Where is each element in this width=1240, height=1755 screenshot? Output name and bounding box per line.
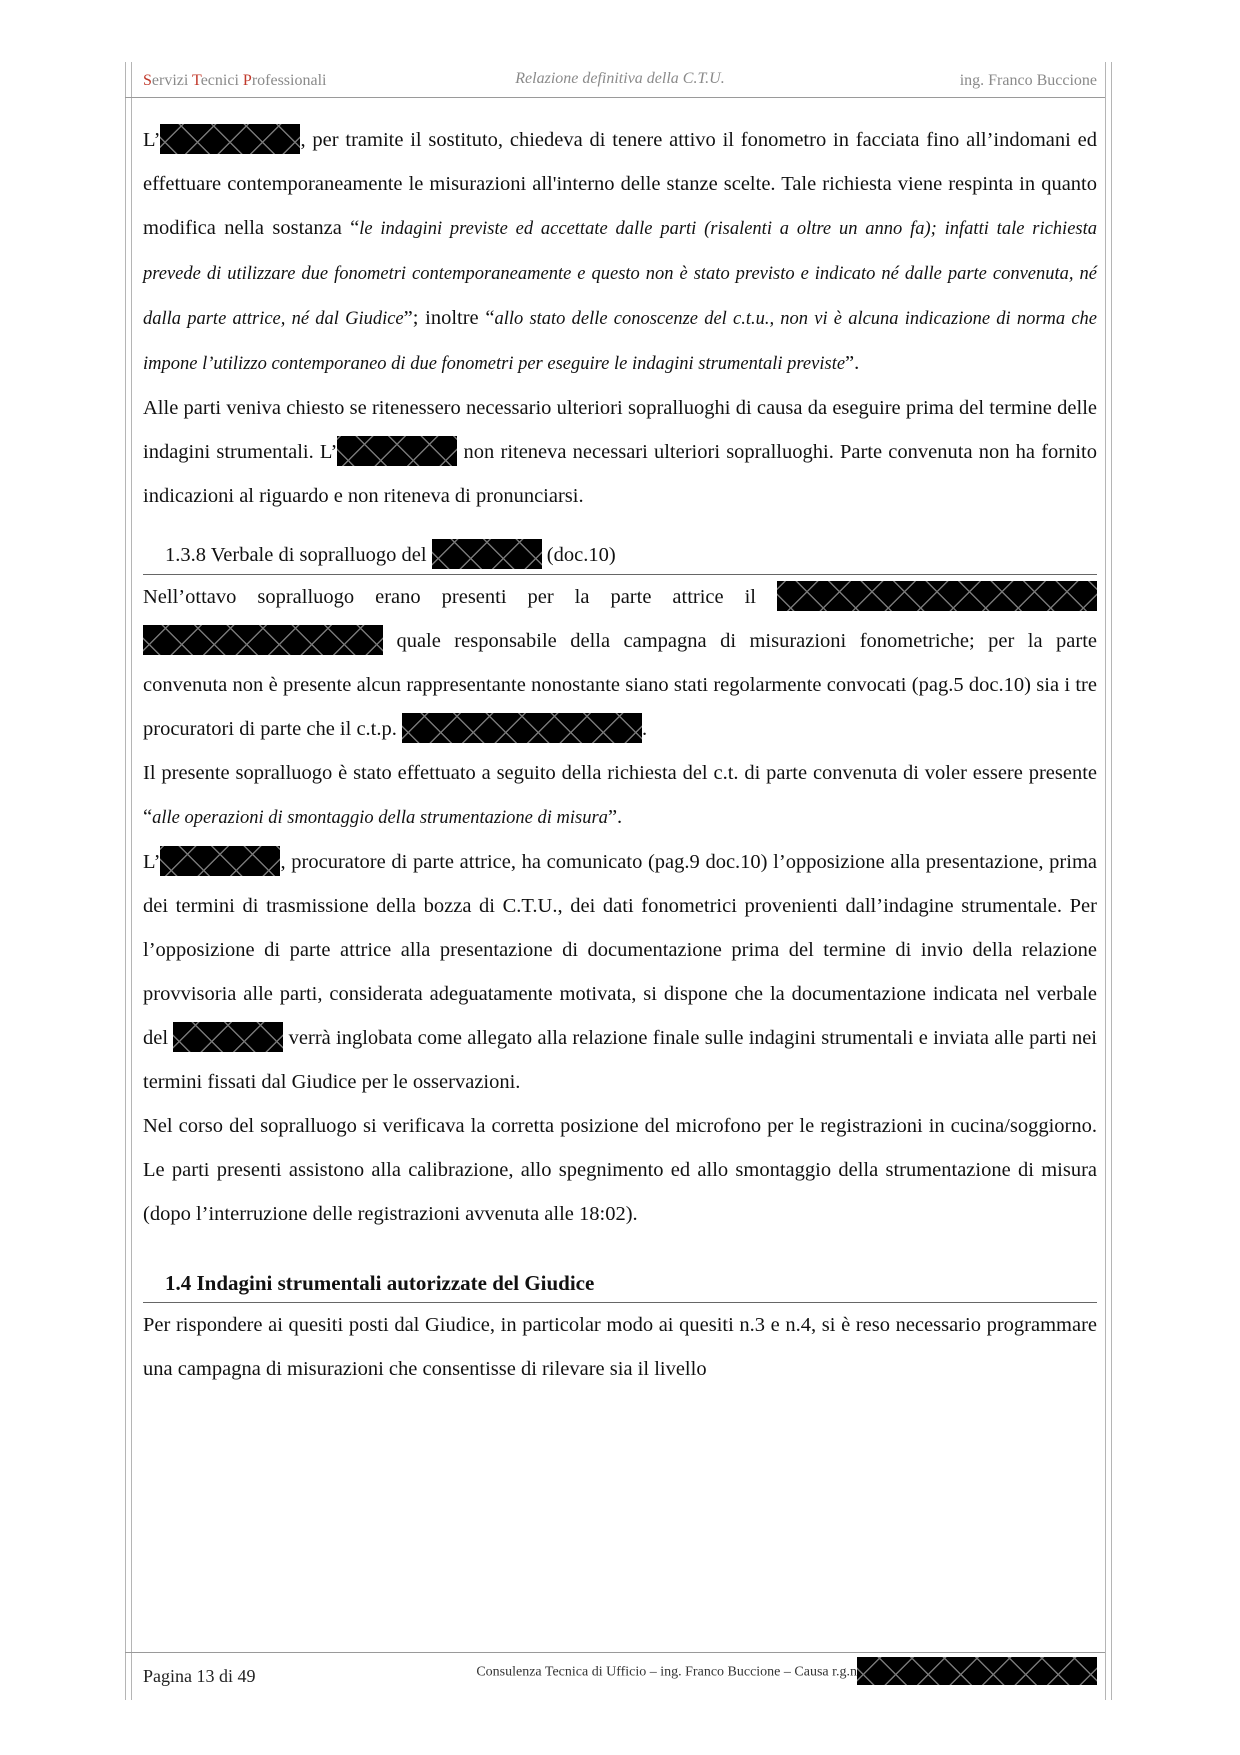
paragraph: Nell’ottavo sopralluogo erano presenti per la parte attrice il quale responsabile della campagna di misurazioni fonometriche; per la parte convenuta non è presente alcun rappresentante nonostante siano stati regolarmente convocati (pag.5 doc.10) sia i tre procuratori di parte che il c.t.p. . — [143, 575, 1097, 751]
header-rule — [125, 97, 1105, 98]
redaction-block — [777, 581, 1097, 611]
header-right: ing. Franco Buccione — [959, 72, 1097, 89]
header-center: Relazione definitiva della C.T.U. — [515, 70, 725, 87]
section-heading: 1.4 Indagini strumentali autorizzate del Giudice — [143, 1266, 1097, 1303]
footer-reference: Consulenza Tecnica di Ufficio – ing. Franco Buccione – Causa r.g.n — [476, 1660, 1097, 1685]
left-border-inner — [131, 62, 132, 1700]
paragraph: L’ , procuratore di parte attrice, ha comunicato (pag.9 doc.10) l’opposizione alla presentazione, prima dei termini di trasmissione della bozza di C.T.U., dei dati fonometrici provenienti dall’indagine strumentale. Per l’opposizione di parte attrice alla presentazione di documentazione prima del termine di invio della relazione provvisoria alle parti, considerata adeguatamente motivata, si dispone che la documentazione indicata nel verbale del verrà inglobata come allegato alla relazione finale sulle indagini strumentali e inviata alle parti nei termini fissati dal Giudice per le osservazioni. — [143, 840, 1097, 1104]
header-left: Servizi Tecnici Professionali — [143, 72, 327, 89]
page-footer — [143, 1660, 1097, 1690]
right-border-outer — [1111, 62, 1112, 1700]
redaction-block — [337, 436, 457, 466]
page-header — [143, 70, 1097, 94]
paragraph: Il presente sopralluogo è stato effettuato a seguito della richiesta del c.t. di parte convenuta di voler essere presente “alle operazioni di smontaggio della strumentazione di misura”. — [143, 762, 1097, 828]
redaction-block — [857, 1657, 1097, 1685]
paragraph: Per rispondere ai quesiti posti dal Giudice, in particolar modo ai quesiti n.3 e n.4, si è reso necessario programmare una campagna di misurazioni che consentisse di rilevare sia il livello — [143, 1314, 1097, 1380]
redaction-block — [173, 1022, 283, 1052]
subsection-heading: 1.3.8 Verbale di sopralluogo del (doc.10) — [143, 538, 1097, 575]
paragraph: L’ , per tramite il sostituto, chiedeva di tenere attivo il fonometro in facciata fino all’indomani ed effettuare contemporaneamente le misurazioni all'interno delle stanze scelte. Tale richiesta viene respinta in quanto modifica nella sostanza “le indagini previste ed accettate dalle parti (risalenti a oltre un anno fa); infatti tale richiesta prevede di utilizzare due fonometri contemporaneamente e questo non è stato previsto e indicato né dalle parte convenuta, né dalla parte attrice, né dal Giudice”; inoltre “allo stato delle conoscenze del c.t.u., non vi è alcuna indicazione di norma che impone l’utilizzo contemporaneo di due fonometri per eseguire le indagini strumentali previste”. — [143, 118, 1097, 386]
redaction-block — [432, 539, 542, 569]
redaction-block — [160, 846, 280, 876]
redaction-block — [160, 124, 300, 154]
left-border-outer — [125, 62, 126, 1700]
footer-rule — [125, 1652, 1105, 1653]
page-number: Pagina 13 di 49 — [143, 1666, 256, 1686]
document-body — [143, 118, 1097, 1391]
paragraph: Alle parti veniva chiesto se ritenessero necessario ulteriori sopralluoghi di causa da eseguire prima del termine delle indagini strumentali. L’ non riteneva necessari ulteriori sopralluoghi. Parte convenuta non ha fornito indicazioni al riguardo e non riteneva di pronunciarsi. — [143, 397, 1097, 507]
redaction-block — [402, 713, 642, 743]
paragraph: Nel corso del sopralluogo si verificava la corretta posizione del microfono per le registrazioni in cucina/soggiorno. Le parti presenti assistono alla calibrazione, allo spegnimento ed allo smontaggio della strumentazione di misura (dopo l’interruzione delle registrazioni avvenuta alle 18:02). — [143, 1115, 1097, 1225]
redaction-block — [143, 625, 383, 655]
right-border-inner — [1105, 62, 1106, 1700]
